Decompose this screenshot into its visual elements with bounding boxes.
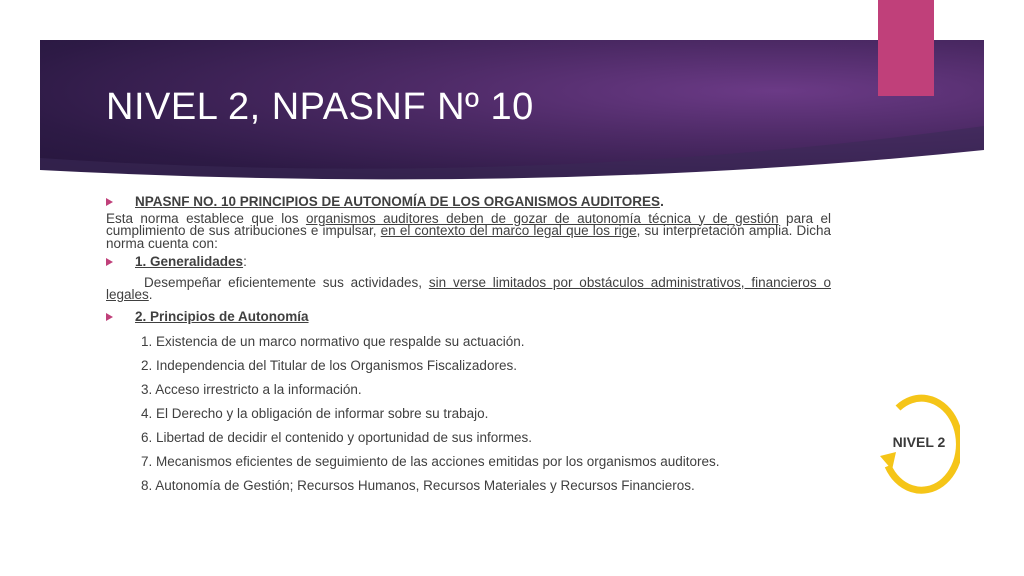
principle-item: 2. Independencia del Titular de los Organismos Fiscalizadores. xyxy=(141,358,517,373)
intro-text-b: para el cumplimiento de sus atribuciones e impulsar, xyxy=(106,210,832,238)
principle-item: 3. Acceso irrestricto a la información. xyxy=(141,382,362,397)
principle-item: 7. Mecanismos eficientes de seguimiento de las acciones emitidas por los organismos auditores. xyxy=(141,454,720,469)
heading-bullet xyxy=(106,196,831,209)
intro-paragraph xyxy=(106,210,832,251)
title-banner xyxy=(40,40,984,186)
section2-title: 2. Principios de Autonomía xyxy=(135,308,309,324)
section1-text: Desempeñar eficientemente sus actividades, xyxy=(144,274,429,290)
badge-label: NIVEL 2 xyxy=(892,434,946,450)
slide-content xyxy=(106,196,831,498)
section1-underline: sin verse limitados por obstáculos administrativos, financieros o legales xyxy=(106,274,831,302)
intro-text-c: , su interpretación amplia. Dicha norma cuenta con: xyxy=(106,223,831,251)
section2-bullet xyxy=(106,308,831,324)
section1-title: 1. Generalidades xyxy=(135,254,244,269)
principle-item: 1. Existencia de un marco normativo que respalde su actuación. xyxy=(141,334,525,349)
principle-item: 8. Autonomía de Gestión; Recursos Humanos, Recursos Materiales y Recursos Financieros. xyxy=(141,478,695,493)
bullet-arrow-icon xyxy=(106,313,113,321)
section1-paragraph xyxy=(106,274,831,302)
bullet-arrow-icon xyxy=(106,258,113,266)
section1-bullet xyxy=(106,256,831,269)
heading-text: NPASNF NO. 10 PRINCIPIOS DE AUTONOMÍA DE LOS ORGANISMOS AUDITORES xyxy=(135,194,661,209)
section1-period: . xyxy=(148,287,153,302)
section1-colon: : xyxy=(243,254,247,269)
intro-text-a: Esta norma establece que los xyxy=(106,210,306,226)
bullet-arrow-icon xyxy=(106,198,113,206)
heading-period: . xyxy=(660,194,664,209)
slide-title: NIVEL 2, NPASNF Nº 10 xyxy=(106,86,534,128)
principle-item: 6. Libertad de decidir el contenido y oportunidad de sus informes. xyxy=(141,430,532,445)
principle-item: 4. El Derecho y la obligación de informar sobre su trabajo. xyxy=(141,406,489,421)
nivel-badge xyxy=(878,392,960,496)
intro-underline-1: organismos auditores deben de gozar de autonomía técnica y de gestión xyxy=(305,210,779,226)
accent-tab xyxy=(878,0,934,96)
principles-list xyxy=(106,330,831,498)
intro-underline-2: en el contexto del marco legal que los rige xyxy=(380,223,637,238)
